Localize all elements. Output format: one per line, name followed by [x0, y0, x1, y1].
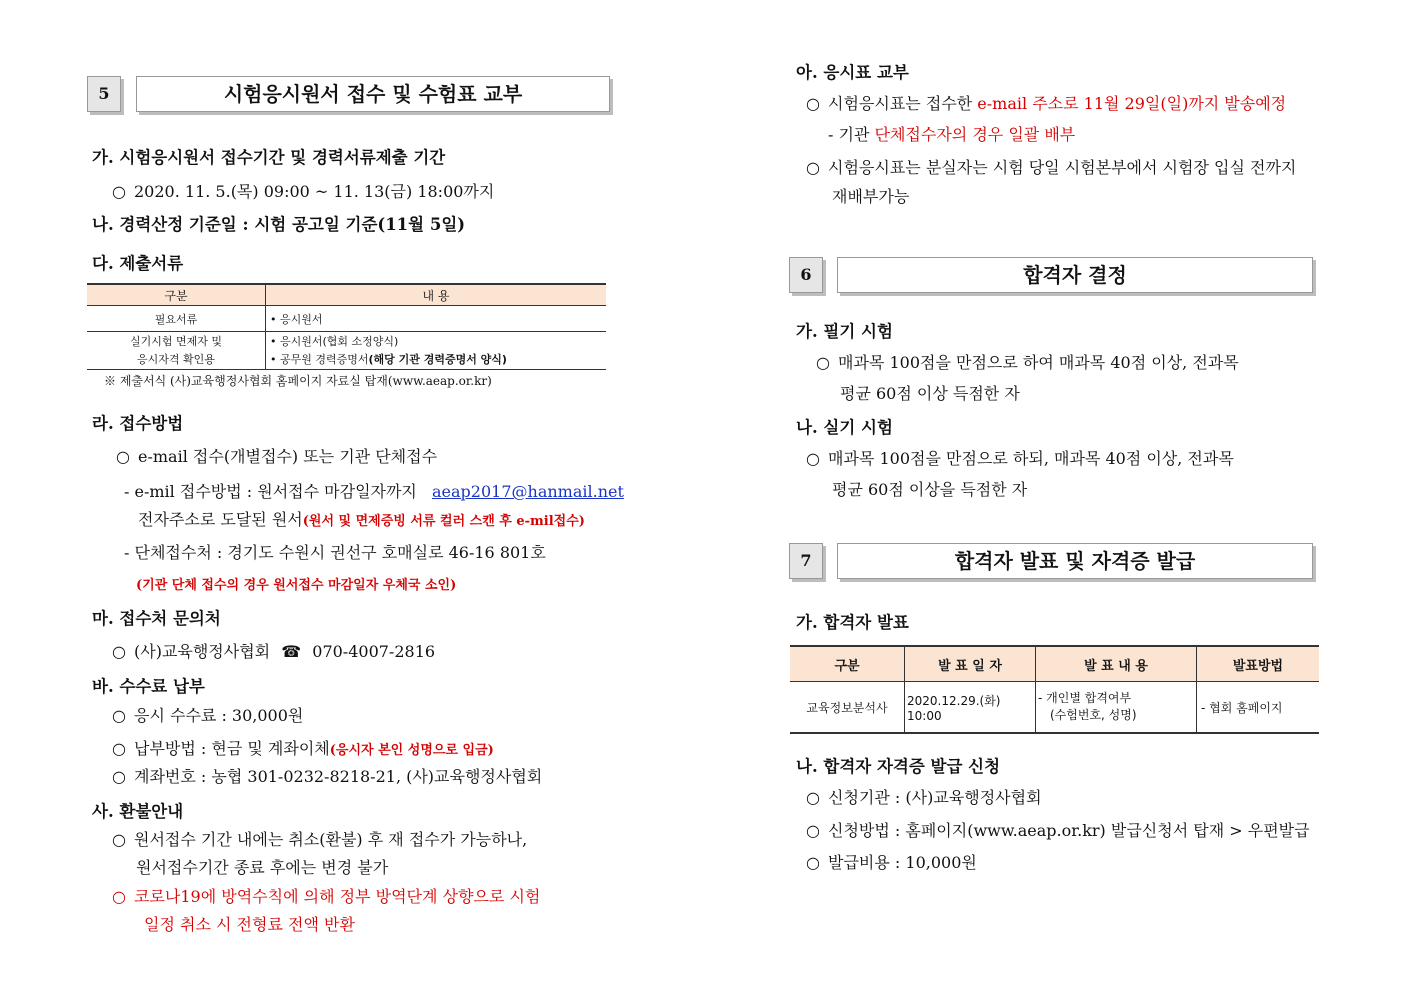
email-method-red-note: (원서 및 면제증빙 서류 컬러 스캔 후 e-mil접수) [302, 514, 585, 529]
account-text: 계좌번호 : 농협 301-0232-8218-21, (사)교육행정사협회 [134, 767, 543, 786]
documents-note: ※ 제출서식 (사)교육행정사협회 홈페이지 자료실 탑재(www.aeap.or.kr) [104, 374, 492, 388]
refund-text-2a: 코로나19에 방역수칙에 의해 정부 방역단계 상향으로 시험 [134, 887, 541, 906]
section-5-title: 시험응시원서 접수 및 수험표 교부 [136, 76, 610, 112]
list-item-fee [112, 703, 303, 726]
refund-text-1a: 원서접수 기간 내에는 취소(환불) 후 재 접수가 가능하나, [134, 830, 528, 849]
ticket-text-2a: 시험응시표는 분실자는 시험 당일 시험본부에서 시험장 입실 전까지 [828, 158, 1297, 177]
announcement-cell-method: - 협회 홈페이지 [1197, 682, 1320, 734]
written-exam-text-1: 매과목 100점을 만점으로 하여 매과목 40점 이상, 전과목 [838, 353, 1239, 372]
list-item-refund-2 [112, 884, 540, 907]
ticket-text-1: 시험응시표는 접수한 [828, 94, 973, 113]
announcement-header-content: 발 표 내 용 [1036, 646, 1197, 682]
list-item-ticket-2 [806, 155, 1296, 178]
circle-bullet-icon: ○ [112, 830, 126, 849]
circle-bullet-icon: ○ [112, 642, 126, 661]
heading-ga-application-period: 가. 시험응시원서 접수기간 및 경력서류제출 기간 [92, 148, 446, 167]
list-item-payment [112, 736, 494, 759]
table-row [87, 332, 606, 370]
method-text: e-mail 접수(개별접수) 또는 기관 단체접수 [138, 447, 438, 466]
documents-row2-category-line1: 실기시험 면제자 및 [129, 334, 222, 348]
ticket-detail-text: - 기관 [828, 125, 870, 144]
documents-header-content: 내 용 [266, 284, 607, 306]
circle-bullet-icon: ○ [806, 449, 820, 468]
payment-red-note: (응시자 본인 성명으로 입금) [329, 743, 494, 758]
application-period-text: 2020. 11. 5.(목) 09:00 ~ 11. 13(금) 18:00까지 [134, 182, 495, 201]
documents-row2-content [266, 332, 607, 370]
refund-text-2b: 일정 취소 시 전형료 전액 반환 [144, 915, 355, 934]
announcement-header-method: 발표방법 [1197, 646, 1320, 682]
career-cert-text: • 공무원 경력증명서 [270, 352, 369, 366]
table-row [790, 682, 1319, 734]
heading-a-ticket: 아. 응시표 교부 [796, 63, 909, 82]
circle-bullet-icon: ○ [816, 353, 830, 372]
heading-sa-refund: 사. 환불안내 [92, 802, 184, 821]
list-item-refund-1 [112, 827, 527, 850]
list-item-ticket-1 [806, 91, 1286, 114]
section-6-number: 6 [789, 257, 823, 293]
ticket-detail-line [828, 122, 1075, 145]
cert-fee-text: 발급비용 : 10,000원 [828, 853, 977, 872]
section-7-title: 합격자 발표 및 자격증 발급 [837, 543, 1313, 579]
documents-row2-content-line2 [270, 351, 602, 369]
announcement-content-line2: (수험번호, 성명) [1050, 708, 1137, 722]
list-item-cert-agency [806, 785, 1042, 808]
announcement-table [790, 645, 1319, 734]
heading-na-practical-exam: 나. 실기 시험 [796, 418, 893, 437]
cert-agency-text: 신청기관 : (사)교육행정사협회 [828, 788, 1042, 807]
circle-bullet-icon: ○ [806, 94, 820, 113]
email-link[interactable]: aeap2017@hanmail.net [432, 482, 624, 501]
practical-exam-text-2: 평균 60점 이상을 득점한 자 [832, 480, 1028, 499]
announcement-cell-content [1036, 682, 1197, 734]
contact-phone: 070-4007-2816 [312, 642, 436, 661]
contact-org: (사)교육행정사협회 [134, 642, 271, 661]
list-item-contact [112, 639, 435, 662]
documents-table [87, 283, 606, 370]
circle-bullet-icon: ○ [112, 706, 126, 725]
circle-bullet-icon: ○ [806, 788, 820, 807]
announcement-cell-category: 교육정보분석사 [790, 682, 905, 734]
heading-ba-fee: 바. 수수료 납부 [92, 677, 205, 696]
email-method-text2: 전자주소로 도달된 원서 [138, 510, 303, 529]
circle-bullet-icon: ○ [112, 887, 126, 906]
list-item-application-period [112, 179, 494, 202]
documents-row2-content-line1: • 응시원서(협회 소정양식) [270, 334, 399, 348]
list-item-account [112, 764, 542, 787]
heading-ra-method: 라. 접수방법 [92, 414, 184, 433]
circle-bullet-icon: ○ [112, 739, 126, 758]
documents-row2-category [87, 332, 266, 370]
list-item-method [116, 444, 437, 467]
heading-ma-contact: 마. 접수처 문의처 [92, 609, 221, 628]
heading-ga-written-exam: 가. 필기 시험 [796, 322, 893, 341]
section-6-title: 합격자 결정 [837, 257, 1313, 293]
circle-bullet-icon: ○ [806, 158, 820, 177]
documents-row1-content: • 응시원서 [266, 306, 607, 332]
refund-text-1b: 원서접수기간 종료 후에는 변경 불가 [136, 858, 389, 877]
documents-row1-category: 필요서류 [87, 306, 266, 332]
section-7-number: 7 [789, 543, 823, 579]
group-address-red-note: (기관 단체 접수의 경우 원서접수 마감일자 우체국 소인) [136, 578, 457, 593]
list-item-written-exam [816, 350, 1239, 373]
announcement-header-date: 발 표 일 자 [905, 646, 1036, 682]
practical-exam-text-1: 매과목 100점을 만점으로 하되, 매과목 40점 이상, 전과목 [828, 449, 1234, 468]
email-method-text: - e-mil 접수방법 : 원서접수 마감일자까지 [124, 482, 417, 501]
announcement-content-line1: - 개인별 합격여부 [1038, 691, 1132, 705]
heading-ga-announcement: 가. 합격자 발표 [796, 613, 909, 632]
circle-bullet-icon: ○ [112, 767, 126, 786]
list-item-cert-method [806, 818, 1310, 841]
written-exam-text-2: 평균 60점 이상 득점한 자 [840, 384, 1020, 403]
circle-bullet-icon: ○ [806, 853, 820, 872]
email-method-line2 [138, 507, 585, 530]
career-cert-bold-text: (해당 기관 경력증명서 양식) [368, 352, 507, 366]
ticket-red-text-1: e-mail 주소로 11월 29일(일)까지 발송예정 [977, 94, 1287, 113]
circle-bullet-icon: ○ [116, 447, 130, 466]
heading-da-documents: 다. 제출서류 [92, 254, 184, 273]
table-row [87, 306, 606, 332]
email-method-line [124, 479, 624, 502]
circle-bullet-icon: ○ [806, 821, 820, 840]
fee-text: 응시 수수료 : 30,000원 [134, 706, 304, 725]
ticket-text-2b: 재배부가능 [832, 187, 910, 206]
group-address-line: - 단체접수처 : 경기도 수원시 권선구 호매실로 46-16 801호 [124, 543, 546, 562]
announcement-header-category: 구분 [790, 646, 905, 682]
circle-bullet-icon: ○ [112, 182, 126, 201]
announcement-cell-date: 2020.12.29.(화) 10:00 [905, 682, 1036, 734]
heading-na-career-date: 나. 경력산정 기준일 : 시험 공고일 기준(11월 5일) [92, 215, 466, 234]
heading-na-certificate: 나. 합격자 자격증 발급 신청 [796, 757, 1001, 776]
documents-row2-category-line2: 응시자격 확인용 [137, 352, 215, 366]
list-item-practical-exam [806, 446, 1234, 469]
phone-icon: ☎ [281, 642, 302, 661]
payment-text: 납부방법 : 현금 및 계좌이체 [134, 739, 330, 758]
cert-method-text: 신청방법 : 홈페이지(www.aeap.or.kr) 발급신청서 탑재 > 우편발급 [828, 821, 1310, 840]
list-item-cert-fee [806, 850, 977, 873]
section-5-number: 5 [87, 76, 121, 112]
documents-header-category: 구분 [87, 284, 266, 306]
ticket-detail-red: 단체접수자의 경우 일괄 배부 [874, 125, 1076, 144]
